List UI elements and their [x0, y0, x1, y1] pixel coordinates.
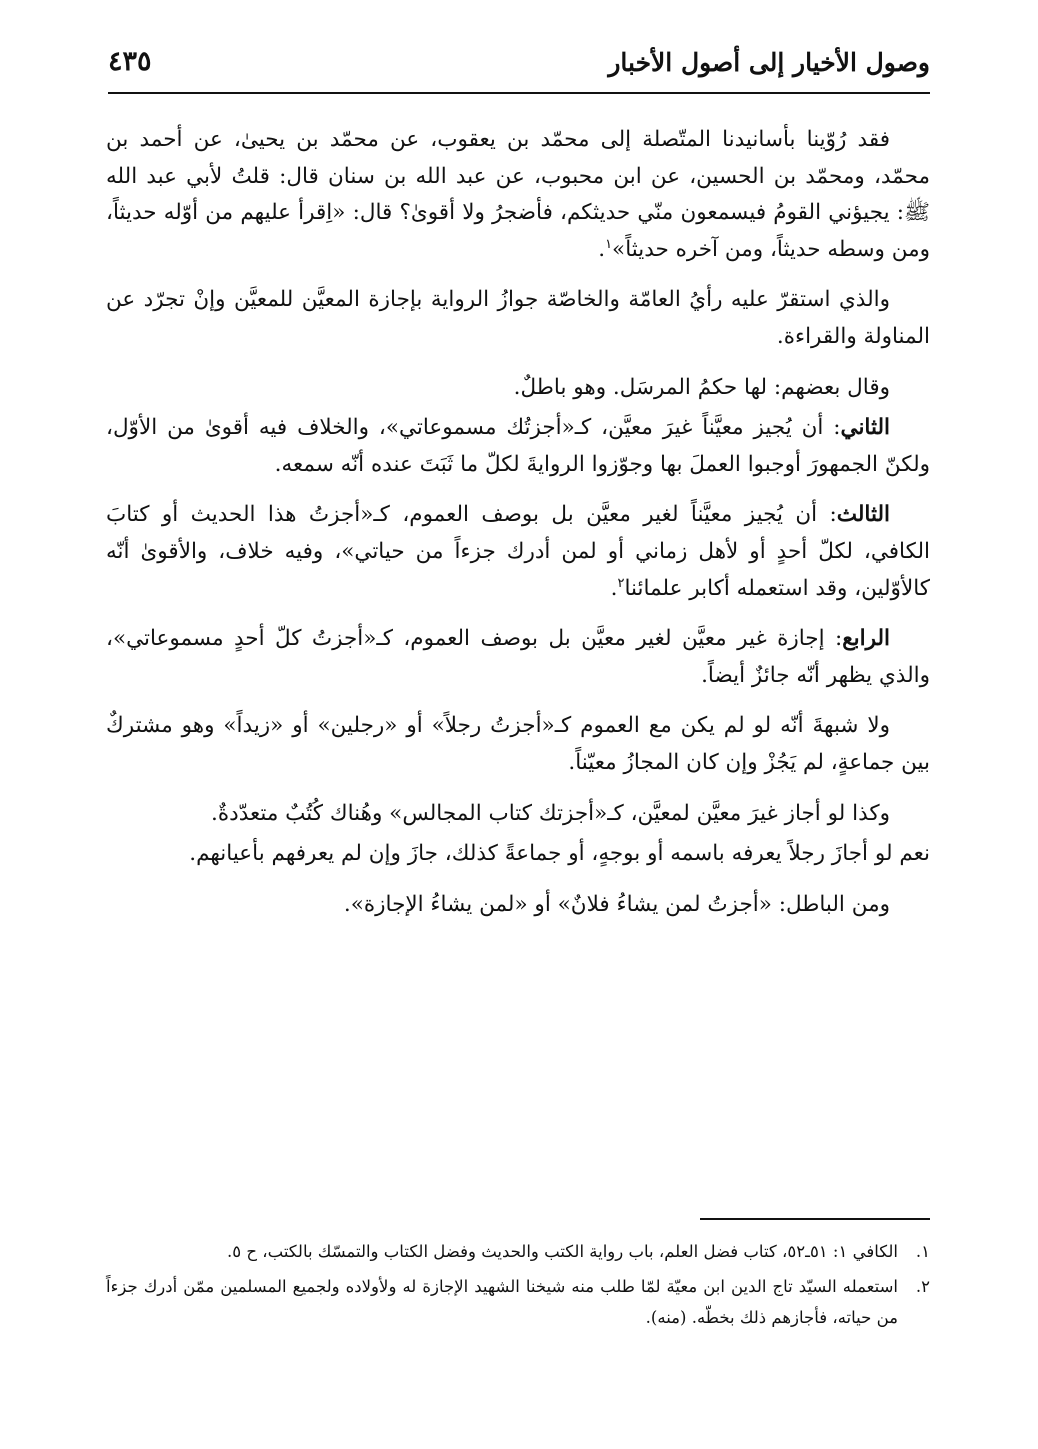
- paragraph-dissent: وقال بعضهم: لها حكمُ المرسَل. وهو باطلٌ.: [513, 374, 890, 400]
- page-number: ٤٣٥: [108, 46, 152, 77]
- book-title: وصول الأخيار إلى أصول الأخبار: [608, 48, 930, 77]
- section-lead-second: الثاني: [840, 415, 890, 441]
- paragraph-no-doubt: ولا شبهةَ أنّه لو لم يكن مع العموم كـ«أجزتُ رجلاً» أو «رجلين» أو «زيداً» وهو مشتركٌ بين جماعةٍ، لم يَجُزْ وإن كان المجازُ معيّناً.: [106, 713, 930, 775]
- paragraph-second-type: الثاني: أن يُجيز معيَّناً غيرَ معيَّن، كـ«أجزتُك مسموعاتي»، والخلاف فيه أقوىٰ من الأوّل، ولكنّ الجمهورَ أوجبوا العملَ بها وجوّزوا الروايةَ لكلّ ما ثَبَتَ عنده أنّه سمعه.: [106, 415, 930, 477]
- section-lead-third: الثالث: [836, 502, 890, 528]
- running-header: [108, 40, 930, 88]
- footnote-rule: [700, 1218, 930, 1220]
- header-rule: [108, 92, 930, 94]
- footnote-ref-1: ١: [605, 236, 613, 252]
- paragraph-fourth-type: الرابع: إجازة غير معيَّن لغير معيَّن بل بوصف العموم، كـ«أجزتُ كلّ أحدٍ مسموعاتي»، والذي يظهر أنّه جائزٌ أيضاً.: [106, 626, 930, 688]
- paragraph-hadith: فقد رُوّينا بأسانيدنا المتّصلة إلى محمّد بن يعقوب، عن محمّد بن يحيىٰ، عن أحمد بن محمّد، ومحمّد بن الحسين، عن ابن محبوب، عن عبد الله بن سنان قال: قلتُ لأبي عبد الله ﷺ: يجيؤني القومُ فيسمعون منّي حديثكم، فأضجرُ ولا أقوىٰ؟ قال: «اِقرأ عليهم من أوّله حديثاً، ومن وسطه حديثاً، ومن آخره حديثاً»$^١$.: [106, 127, 930, 262]
- footnote-item: [106, 1271, 930, 1333]
- footnote-ref-2: ٢: [617, 575, 625, 591]
- footnote-item: [106, 1236, 930, 1267]
- paragraph-invalid: ومن الباطل: «أجزتُ لمن يشاءُ فلانٌ» أو «لمن يشاءُ الإجازة».: [343, 891, 890, 917]
- section-lead-fourth: الرابع: [842, 626, 890, 652]
- footnote-number: ١.: [915, 1242, 930, 1261]
- footnote-text: استعمله السيّد تاج الدين ابن معيّة لمّا طلب منه شيخنا الشهيد الإجازة له ولأولاده ولجميع المسلمين ممّن أدرك جزءاً من حياته، فأجازهم ذلك بخطّه. (منه).: [106, 1277, 898, 1327]
- footnote-text: الكافي ١: ٥١ـ٥٢، كتاب فضل العلم، باب رواية الكتب والحديث وفضل الكتاب والتمسّك بالكتب، ح ٥.: [227, 1242, 898, 1261]
- main-text: [106, 122, 930, 937]
- footnotes: [106, 1236, 930, 1337]
- footnote-number: ٢.: [915, 1277, 930, 1296]
- paragraph-yes: نعم لو أجازَ رجلاً يعرفه باسمه أو بوجهٍ، أو جماعةً كذلك، جازَ وإن لم يعرفهم بأعيانهم.: [189, 841, 930, 867]
- paragraph-likewise: وكذا لو أجاز غيرَ معيَّن لمعيَّن، كـ«أجزتك كتاب المجالس» وهُناك كُتُبٌ متعدّدةٌ.: [211, 800, 890, 826]
- paragraph-consensus: والذي استقرّ عليه رأيُ العامّة والخاصّة جوازُ الرواية بإجازة المعيَّن للمعيَّن وإنْ تجرّد عن المناولة والقراءة.: [106, 287, 930, 349]
- paragraph-third-type: الثالث: أن يُجيز معيَّناً لغير معيَّن بل بوصف العموم، كـ«أجزتُ هذا الحديث أو كتابَ الكافي، لكلّ أحدٍ أو لأهل زماني أو لمن أدرك جزءاً من حياتي»، وفيه خلاف، والأقوىٰ أنّه كالأوّلين، وقد استعمله أكابر علمائنا$^٢$.: [106, 502, 930, 601]
